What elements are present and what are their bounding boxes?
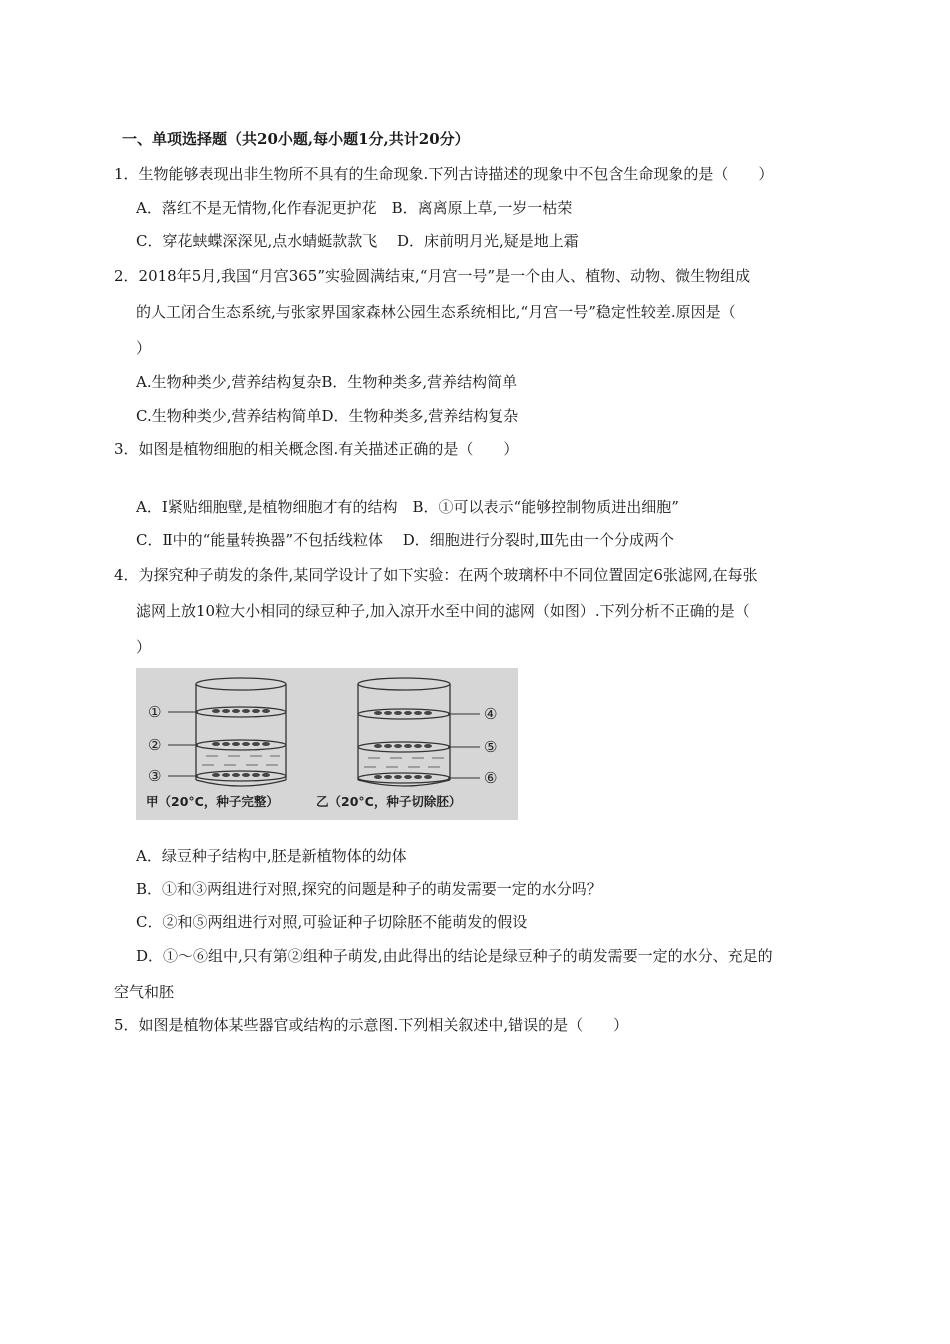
q2-stem-line-1: 2．2018年5月,我国“月宫365”实验圆满结束,“月宫一号”是一个由人、植物、动物、微生物组成 [114,267,751,285]
filter-layer-5 [358,742,450,752]
beaker-right [358,678,450,786]
q4-stem-line-3: ） [136,638,152,656]
q4-option-b: B．①和③两组进行对照,探究的问题是种子的萌发需要一定的水分吗？ [136,880,602,898]
q4-option-d-line-1: D．①～⑥组中,只有第②组种子萌发,由此得出的结论是绿豆种子的萌发需要一定的水分、充足的 [136,947,773,965]
seed-germination-diagram [136,668,518,820]
filter-layer-2 [196,740,286,750]
water-left [202,756,280,765]
seeds-left [212,709,270,777]
q1-stem: 1．生物能够表现出非生物所不具有的生命现象.下列古诗描述的现象中不包含生命现象的是（ ） [114,165,774,183]
q4-stem-line-2: 滤网上放10粒大小相同的绿豆种子,加入凉开水至中间的滤网（如图）.下列分析不正确的是（ [136,602,750,620]
q4-option-d-line-2: 空气和胚 [114,983,175,1001]
filter-layer-4 [358,709,450,719]
water-right [364,758,444,767]
q2-stem-line-3: ） [136,339,152,357]
caption-right: 乙（20°C，种子切除胚） [316,794,462,809]
label-5: ⑤ [484,738,498,756]
label-2: ② [148,736,162,754]
label-3: ③ [148,767,162,785]
q3-stem: 3．如图是植物细胞的相关概念图.有关描述正确的是（ ） [114,440,519,458]
filter-layer-1 [196,707,286,717]
q1-options-cd: C．穿花蛱蝶深深见,点水蜻蜓款款飞 D．床前明月光,疑是地上霜 [136,232,579,250]
beaker-left [196,678,286,786]
section-title: 一、单项选择题（共20小题,每小题1分,共计20分） [122,130,470,148]
q4-stem-line-1: 4．为探究种子萌发的条件,某同学设计了如下实验：在两个玻璃杯中不同位置固定6张滤网,在每张 [114,566,758,584]
leader-lines-left [168,712,198,776]
filter-layer-6 [358,773,450,783]
q4-option-c: C．②和⑤两组进行对照,可验证种子切除胚不能萌发的假设 [136,913,528,931]
q1-options-ab: A．落红不是无情物,化作春泥更护花 B．离离原上草,一岁一枯荣 [136,199,573,217]
seeds-right [374,711,432,779]
label-1: ① [148,703,162,721]
seed-germination-figure [136,668,518,820]
caption-left: 甲（20°C，种子完整） [146,794,279,809]
q2-options-ab: A.生物种类少,营养结构复杂B．生物种类多,营养结构简单 [136,373,518,391]
leader-lines-right [448,714,480,778]
q2-stem-line-2: 的人工闭合生态系统,与张家界国家森林公园生态系统相比,“月宫一号”稳定性较差.原因是（ [136,303,736,321]
q4-option-a: A．绿豆种子结构中,胚是新植物体的幼体 [136,847,407,865]
q5-stem: 5．如图是植物体某些器官或结构的示意图.下列相关叙述中,错误的是（ ） [114,1016,629,1034]
label-6: ⑥ [484,769,498,787]
label-4: ④ [484,705,498,723]
filter-layer-3 [196,771,286,781]
q3-options-cd: C．Ⅱ中的“能量转换器”不包括线粒体 D．细胞进行分裂时,Ⅲ先由一个分成两个 [136,531,675,549]
q3-options-ab: A．Ⅰ紧贴细胞壁,是植物细胞才有的结构 B．①可以表示“能够控制物质进出细胞” [136,498,679,516]
q2-options-cd: C.生物种类少,营养结构简单D．生物种类多,营养结构复杂 [136,407,519,425]
